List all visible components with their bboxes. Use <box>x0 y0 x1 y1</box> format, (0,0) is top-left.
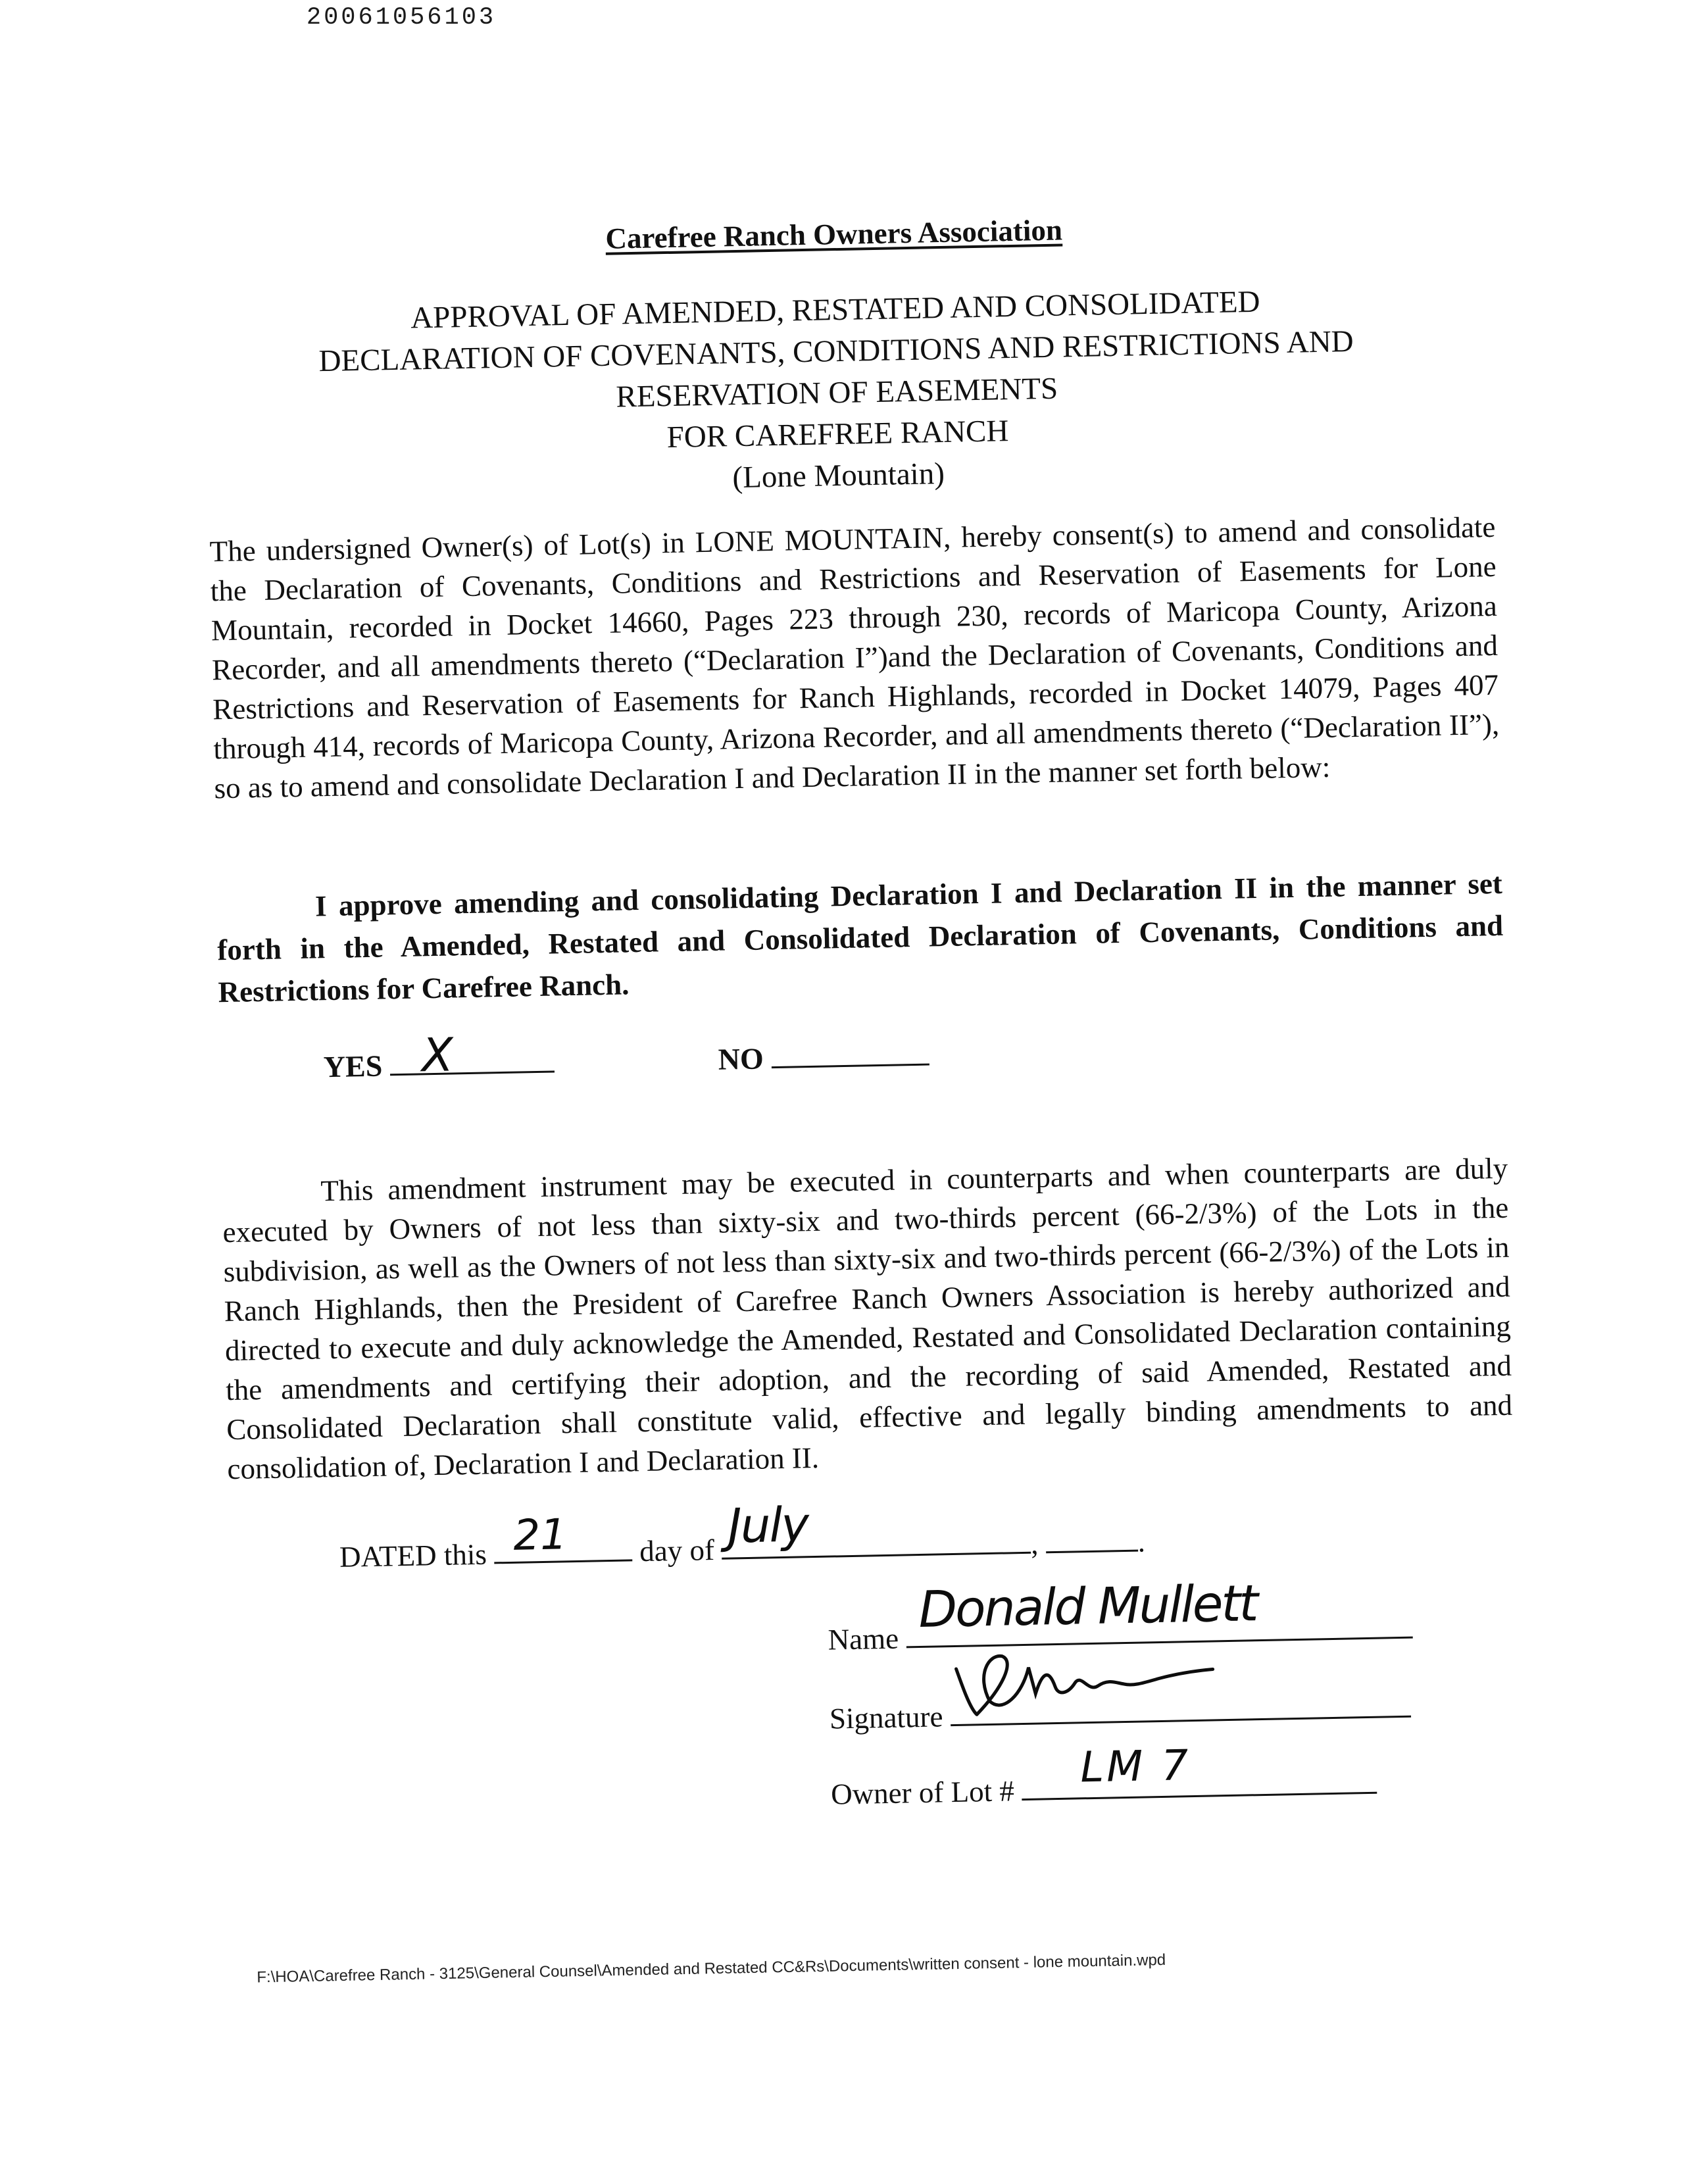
name-field[interactable] <box>906 1574 1413 1649</box>
owner-lot-label: Owner of Lot # <box>830 1774 1015 1811</box>
year-field[interactable] <box>1045 1521 1138 1554</box>
file-path-footer: F:\HOA\Carefree Ranch - 3125\General Counsel\Amended and Restated CC&Rs\Documents\written consent - lone mountain.wpd <box>257 1950 1166 1987</box>
heading-line: APPROVAL OF AMENDED, RESTATED AND CONSOLIDATED <box>410 284 1260 335</box>
consent-paragraph: The undersigned Owner(s) of Lot(s) in LONE MOUNTAIN, hereby consent(s) to amend and consolidate the Declaration of Covenants, Conditions and Restrictions and Reservation of Easements for Lone Mountain, recorded in Docket 14660, Pages 223 through 230, records of Maricopa County, Arizona Recorder, and all amendments thereto (“Declaration I”)and the Declaration of Covenants, Conditions and Restrictions and Reservation of Easements for Ranch Highlands, recorded in Docket 14079, Pages 407 through 414, records of Maricopa County, Arizona Recorder, and all amendments thereto (“Declaration II”), so as to amend and consolidate Declaration I and Declaration II in the manner set forth below: <box>209 510 1500 805</box>
vote-yes-option[interactable] <box>323 1028 555 1085</box>
signature-block <box>339 1497 1464 1904</box>
day-handwritten: 21 <box>512 1510 568 1560</box>
day-of-label: day of <box>639 1533 715 1568</box>
name-label: Name <box>828 1622 899 1656</box>
signature-field[interactable] <box>950 1687 1411 1726</box>
signature-label: Signature <box>829 1700 943 1735</box>
heading-line: RESERVATION OF EASEMENTS <box>615 371 1058 414</box>
owner-lot-line <box>830 1741 1377 1812</box>
approval-statement: I approve amending and consolidating Declaration I and Declaration II in the manner set forth in the Amended, Restated and Consolidated Declaration of Covenants, Conditions and Restrictions for Carefree Ranch. <box>216 866 1504 1009</box>
no-label: NO <box>718 1041 764 1076</box>
association-title: Carefree Ranch Owners Association <box>605 213 1063 255</box>
month-handwritten: July <box>727 1497 808 1554</box>
date-period: . <box>1137 1525 1146 1558</box>
heading-line: (Lone Mountain) <box>732 456 945 495</box>
day-field[interactable] <box>493 1510 632 1564</box>
date-comma: , <box>1030 1527 1039 1560</box>
no-blank[interactable] <box>771 1035 929 1069</box>
document-heading <box>243 278 1431 508</box>
vote-no-option[interactable] <box>718 1035 929 1077</box>
owner-lot-handwritten: LM 7 <box>1079 1741 1192 1793</box>
yes-label: YES <box>323 1049 383 1084</box>
dated-line <box>339 1497 1146 1574</box>
month-field[interactable] <box>722 1497 1031 1560</box>
heading-line: DECLARATION OF COVENANTS, CONDITIONS AND RESTRICTIONS AND <box>318 324 1354 379</box>
dated-label: DATED this <box>339 1537 487 1574</box>
signature-line <box>829 1687 1411 1736</box>
yes-blank[interactable] <box>390 1028 555 1083</box>
name-handwritten: Donald Mullett <box>918 1574 1257 1639</box>
yes-handwritten-mark: X <box>421 1028 454 1083</box>
recording-number: 20061056103 <box>306 4 497 32</box>
handwritten-signature <box>949 1644 1227 1722</box>
counterparts-paragraph: This amendment instrument may be executed in counterparts and when counterparts are duly executed by Owners of not less than sixty-six and two-thirds percent (66-2/3%) of the Lots in the subdivision, as well as the Owners of not less than sixty-six and two-thirds percent (66-2/3%) of the Lots in Ranch Highlands, then the President of Carefree Ranch Owners Association is hereby authorized and directed to execute and duly acknowledge the Amended, Restated and Consolidated Declaration containing the amendments and certifying their adoption, and the recording of said Amended, Restated and Consolidated Declaration shall constitute valid, effective and legally binding amendments to and consolidation of, Declaration I and Declaration II. <box>222 1151 1513 1486</box>
owner-lot-field[interactable] <box>1021 1741 1377 1800</box>
heading-line: FOR CAREFREE RANCH <box>666 414 1009 455</box>
